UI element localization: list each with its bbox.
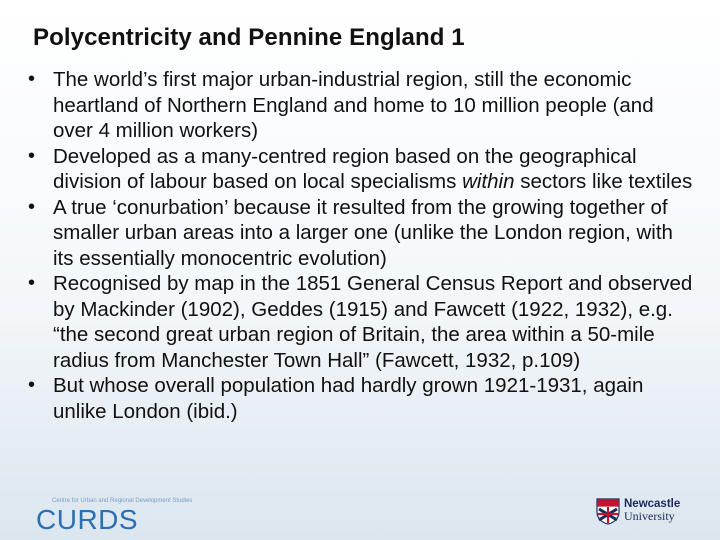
university-wordmark — [624, 498, 680, 522]
bullet-text: The world’s first major urban-industrial region, still the economic heartland of Northern England and home to 10 million people (and over 4 million workers) — [53, 68, 654, 142]
bullet-item — [22, 67, 694, 144]
bullet-item — [22, 144, 694, 195]
bullet-item — [22, 195, 694, 272]
bullet-dot: • — [28, 144, 36, 167]
bullet-text: But whose overall population had hardly grown 1921-1931, again unlike London (ibid.) — [53, 374, 644, 423]
bullet-dot: • — [28, 272, 36, 294]
bullet-item — [22, 373, 694, 424]
bullet-text-post: sectors like textiles — [514, 170, 693, 193]
bullet-text: A true ‘conurbation’ because it resulted from the growing together of smaller urban areas into a larger one (unlike the London region, with its essentially monocentric evolution) — [53, 195, 673, 270]
bullet-text-emphasis: within — [462, 170, 515, 193]
bullet-dot: • — [28, 374, 36, 396]
bullet-dot: • — [28, 68, 36, 90]
curds-subtitle: Centre for Urban and Regional Development Studies — [52, 498, 193, 504]
bullet-dot: • — [28, 195, 36, 218]
newcastle-university-logo — [596, 498, 688, 526]
bullet-text-pre: Developed as a many-centred region based on the geographical division of labour based on local specialisms — [53, 144, 637, 193]
university-name-line2: University — [624, 509, 675, 523]
university-name-line1: Newcastle — [624, 498, 681, 510]
slide-title: Polycentricity and Pennine England 1 — [33, 24, 465, 51]
bullet-item — [22, 271, 694, 373]
bullet-text: Recognised by map in the 1851 General Census Report and observed by Mackinder (1902), Geddes (1915) and Fawcett (1922, 1932), e.g. “the second great urban region of Britain, the area within a 50-mile radius from Manchester Town Hall” (Fawcett, 1932, p.109) — [53, 272, 693, 372]
shield-icon — [596, 498, 620, 525]
bullet-list — [22, 67, 694, 424]
curds-logo: CURDS — [36, 504, 139, 535]
